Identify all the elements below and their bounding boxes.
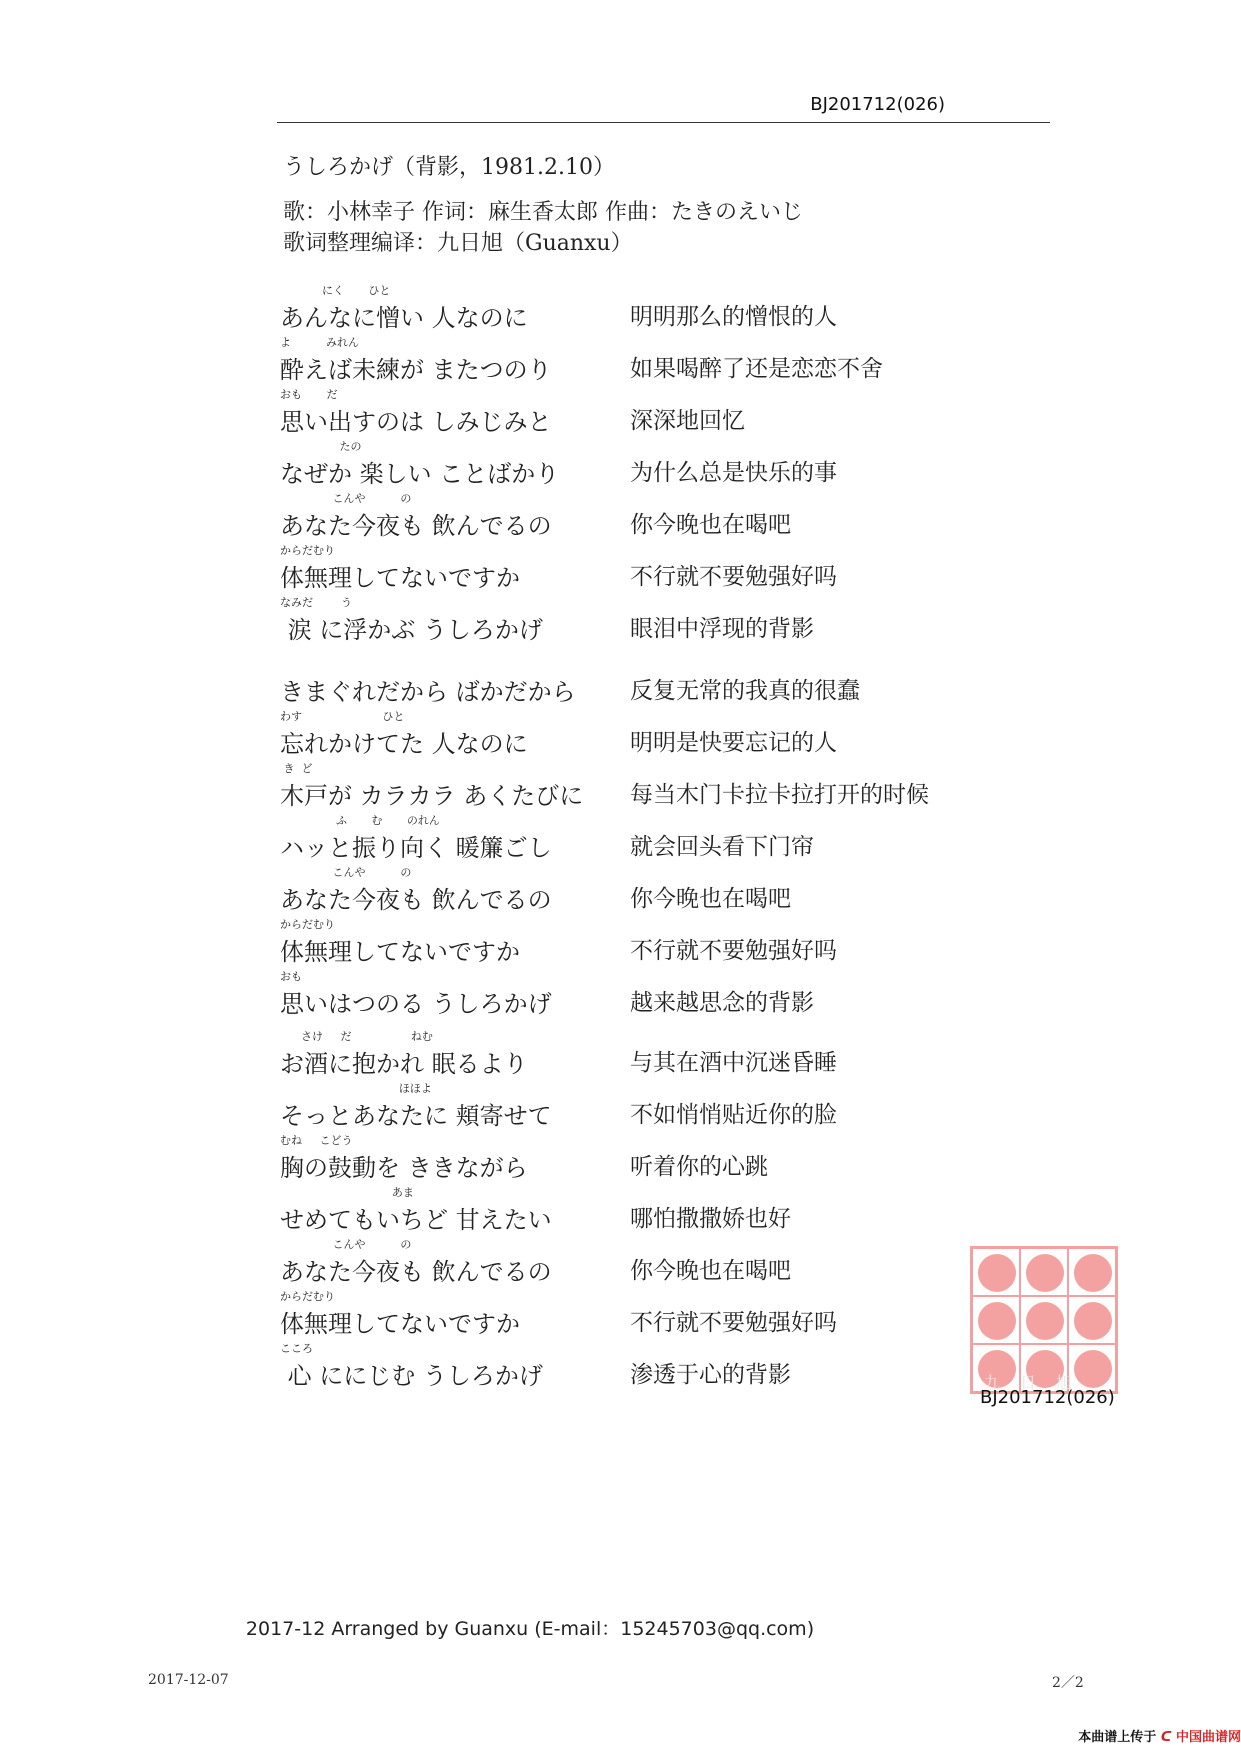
song-title: うしろかげ（背影，1981.2.10） <box>283 155 615 180</box>
site-logo-icon: ᑕ <box>1160 1730 1172 1745</box>
header-rule <box>277 122 1050 123</box>
seal-cell <box>1020 1248 1068 1296</box>
lyric-line <box>280 594 1080 646</box>
lyric-line <box>280 760 1080 812</box>
chinese-translation: 与其在酒中沉迷昏睡 <box>630 1050 837 1076</box>
lyric-line <box>280 1184 1080 1236</box>
chinese-translation: 深深地回忆 <box>630 408 745 434</box>
lyric-line <box>280 490 1080 542</box>
japanese-lyric: ハッと振り向く 暖簾ごし <box>280 834 552 862</box>
translator-credit: 歌词整理编译：九日旭（Guanxu） <box>283 231 633 256</box>
japanese-lyric: 体無理してないですか <box>280 1310 520 1338</box>
seal-stamp-name: 九日旭 <box>984 1373 1093 1392</box>
seal-dot <box>978 1302 1016 1340</box>
chinese-translation: 渗透于心的背影 <box>630 1362 791 1388</box>
lyric-line <box>280 968 1080 1020</box>
japanese-lyric: あなた今夜も 飲んでるの <box>280 886 552 914</box>
lyric-line <box>280 1236 1080 1288</box>
seal-dot <box>1074 1254 1112 1292</box>
verse-1 <box>280 282 1080 646</box>
furigana: おも だ <box>280 388 338 401</box>
furigana: あま <box>280 1186 414 1199</box>
seal-dot <box>1074 1302 1112 1340</box>
lyric-line <box>280 1340 1080 1392</box>
furigana: ほほよ <box>280 1082 432 1095</box>
chinese-translation: 为什么总是快乐的事 <box>630 460 837 486</box>
lyric-line <box>280 708 1080 760</box>
furigana: にく ひと <box>280 284 391 297</box>
japanese-lyric: 酔えば未練が またつのり <box>280 356 552 384</box>
chinese-translation: 明明是快要忘记的人 <box>630 730 837 756</box>
japanese-lyric: 体無理してないですか <box>280 938 520 966</box>
seal-cell <box>1068 1248 1116 1296</box>
chinese-translation: 你今晚也在喝吧 <box>630 512 791 538</box>
japanese-lyric: お酒に抱かれ 眠るより <box>280 1050 528 1078</box>
lyric-line <box>280 1080 1080 1132</box>
furigana: からだむり <box>280 1290 335 1303</box>
furigana: おも <box>280 970 302 983</box>
lyric-line <box>280 864 1080 916</box>
lyric-line <box>280 282 1080 334</box>
japanese-lyric: 忘れかけてた 人なのに <box>280 730 528 758</box>
furigana: ふ む のれん <box>280 814 440 827</box>
upload-watermark <box>1078 1726 1241 1745</box>
seal-dot <box>1026 1302 1064 1340</box>
japanese-lyric: きまぐれだから ばかだから <box>280 678 576 706</box>
seal-cell <box>1020 1296 1068 1344</box>
furigana: からだむり <box>280 544 335 557</box>
furigana: よ みれん <box>280 336 359 349</box>
furigana: こころ <box>280 1342 313 1355</box>
furigana: さけ だ ねむ <box>280 1030 433 1043</box>
lyric-line <box>280 656 1080 708</box>
arranger-credit: 2017-12 Arranged by Guanxu (E-mail：15245703@qq.com) <box>245 1618 815 1640</box>
document-code: BJ201712(026) <box>810 94 945 115</box>
page-number: 2／2 <box>1052 1675 1084 1691</box>
furigana: むね こどう <box>280 1134 353 1147</box>
chinese-translation: 哪怕撒撒娇也好 <box>630 1206 791 1232</box>
lyric-line <box>280 542 1080 594</box>
furigana: こんや の <box>280 492 412 505</box>
upload-label: 本曲谱上传于 <box>1078 1730 1157 1745</box>
lyric-line <box>280 1028 1080 1080</box>
lyric-line <box>280 1132 1080 1184</box>
upload-site: 中国曲谱网 <box>1175 1730 1241 1745</box>
seal-stamp-code: BJ201712(026) <box>980 1387 1115 1408</box>
chinese-translation: 如果喝醉了还是恋恋不舍 <box>630 356 883 382</box>
lyric-line <box>280 438 1080 490</box>
song-credits: 歌：小林幸子 作词：麻生香太郎 作曲：たきのえいじ <box>283 200 803 225</box>
lyric-line <box>280 386 1080 438</box>
japanese-lyric: あんなに憎い 人なのに <box>280 304 528 332</box>
chinese-translation: 反复无常的我真的很蠢 <box>630 678 860 704</box>
chinese-translation: 你今晚也在喝吧 <box>630 886 791 912</box>
japanese-lyric: あなた今夜も 飲んでるの <box>280 1258 552 1286</box>
lyric-line <box>280 812 1080 864</box>
furigana: こんや の <box>280 1238 412 1251</box>
furigana: き ど <box>280 762 313 775</box>
japanese-lyric: 心 ににじむ うしろかげ <box>280 1362 543 1390</box>
chinese-translation: 你今晚也在喝吧 <box>630 1258 791 1284</box>
chinese-translation: 不行就不要勉强好吗 <box>630 564 837 590</box>
furigana: たの <box>280 440 362 453</box>
lyric-line <box>280 1288 1080 1340</box>
chinese-translation: 明明那么的憎恨的人 <box>630 304 837 330</box>
japanese-lyric: なぜか 楽しい ことばかり <box>280 460 560 488</box>
verse-2 <box>280 656 1080 1020</box>
chinese-translation: 眼泪中浮现的背影 <box>630 616 814 642</box>
japanese-lyric: 胸の鼓動を ききながら <box>280 1154 528 1182</box>
chinese-translation: 不行就不要勉强好吗 <box>630 1310 837 1336</box>
print-date: 2017-12-07 <box>148 1672 229 1688</box>
verse-3 <box>280 1028 1080 1392</box>
japanese-lyric: せめてもいちど 甘えたい <box>280 1206 552 1234</box>
lyric-line <box>280 916 1080 968</box>
japanese-lyric: 思い出すのは しみじみと <box>280 408 552 436</box>
furigana: わす ひと <box>280 710 405 723</box>
japanese-lyric: あなた今夜も 飲んでるの <box>280 512 552 540</box>
chinese-translation: 每当木门卡拉卡拉打开的时候 <box>630 782 929 808</box>
chinese-translation: 听着你的心跳 <box>630 1154 768 1180</box>
seal-dot <box>1026 1254 1064 1292</box>
seal-cell <box>972 1296 1020 1344</box>
japanese-lyric: そっとあなたに 頬寄せて <box>280 1102 552 1130</box>
seal-cell <box>972 1248 1020 1296</box>
chinese-translation: 越来越思念的背影 <box>630 990 814 1016</box>
japanese-lyric: 木戸が カラカラ あくたびに <box>280 782 584 810</box>
japanese-lyric: 体無理してないですか <box>280 564 520 592</box>
chinese-translation: 不行就不要勉强好吗 <box>630 938 837 964</box>
seal-dot <box>978 1254 1016 1292</box>
furigana: からだむり <box>280 918 335 931</box>
seal-cell <box>1068 1296 1116 1344</box>
japanese-lyric: 涙 に浮かぶ うしろかげ <box>280 616 543 644</box>
chinese-translation: 不如悄悄贴近你的脸 <box>630 1102 837 1128</box>
lyric-line <box>280 334 1080 386</box>
furigana: こんや の <box>280 866 412 879</box>
furigana: なみだ う <box>280 596 352 609</box>
chinese-translation: 就会回头看下门帘 <box>630 834 814 860</box>
japanese-lyric: 思いはつのる うしろかげ <box>280 990 552 1018</box>
